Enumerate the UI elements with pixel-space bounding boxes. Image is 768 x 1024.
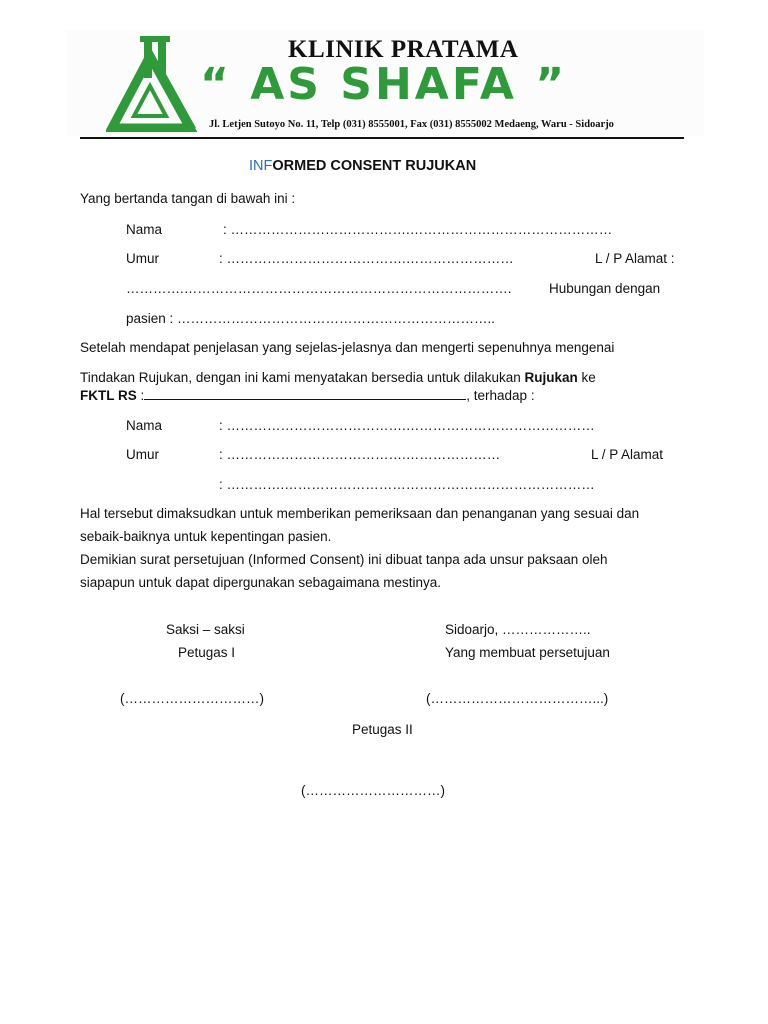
field-label-hubungan: Hubungan dengan [549,281,661,296]
clinic-address: Jl. Letjen Sutoyo No. 11, Telp (031) 8555001, Fax (031) 8555002 Medaeng, Waru - Sidoarjo [209,119,614,130]
field-label-lp-alamat: L / P Alamat : [595,251,675,266]
statement-colon: : [136,388,145,403]
statement-terhadap: , terhadap : [466,388,535,403]
lab-flask-triangle-icon [106,36,200,132]
field-blank-alamat-2: : ………….…………………………………………………………… [219,477,595,492]
paragraph-line-1: Hal tersebut dimaksudkan untuk memberikan pemeriksaan dan penanganan yang sesuai dan [80,506,640,521]
statement-text-ke: ke [577,370,596,385]
signature-officer-1-label: Petugas I [178,645,236,660]
statement-line-2 [80,370,596,385]
signature-officer-2-label: Petugas II [352,722,413,737]
page-title [249,158,476,174]
statement-text: Tindakan Rujukan, dengan ini kami menyatakan bersedia untuk dilakukan [80,370,525,385]
fktl-rs-blank-line [144,387,466,400]
clinic-name: “ AS SHAFA ” [200,59,568,110]
signature-line-maker: (………………………………...) [426,691,609,706]
field-blank-umur-2: : ………………………………….………………… [219,447,501,462]
signature-maker-label: Yang membuat persetujuan [445,645,610,660]
paragraph-line-4: siapapun untuk dapat dipergunakan sebagaimana mestinya. [80,575,442,590]
title-accent: INF [249,158,273,174]
statement-bold-fktl: FKTL RS [80,388,137,403]
statement-line-1: Setelah mendapat penjelasan yang sejelas-jelasnya dan mengerti sepenuhnya mengenai [80,340,615,355]
field-blank-pasien: pasien : …………………………………………………………….. [126,311,496,326]
field-blank-umur: : ………………………………….…………………… [219,251,514,266]
signature-line-officer-1: (…………………………) [120,691,264,706]
paragraph-line-2: sebaik-baiknya untuk kepentingan pasien. [80,529,332,544]
field-label-nama-2: Nama [126,418,163,433]
field-blank-nama: : ………………………………….……………………………………… [223,222,613,237]
signature-place-date: Sidoarjo, ……………….. [445,622,591,637]
title-rest: ORMED CONSENT RUJUKAN [272,158,477,174]
clinic-type: KLINIK PRATAMA [288,36,519,63]
field-label-umur: Umur [126,251,159,266]
field-label-nama: Nama [126,222,163,237]
signature-line-officer-2: (…………………………) [301,783,445,798]
statement-line-3 [80,387,535,403]
intro-text: Yang bertanda tangan di bawah ini : [80,191,296,206]
letterhead-divider [80,137,684,139]
field-label-lp-alamat-2: L / P Alamat [591,447,664,462]
signature-witness-heading: Saksi – saksi [166,622,245,637]
statement-bold-rujukan: Rujukan [524,370,578,385]
field-blank-nama-2: : ………………………………….…………………………………… [219,418,595,433]
field-label-umur-2: Umur [126,447,159,462]
field-blank-alamat: ………….………………………………………………………………. [126,281,512,296]
paragraph-line-3: Demikian surat persetujuan (Informed Consent) ini dibuat tanpa ada unsur paksaan oleh [80,552,608,567]
